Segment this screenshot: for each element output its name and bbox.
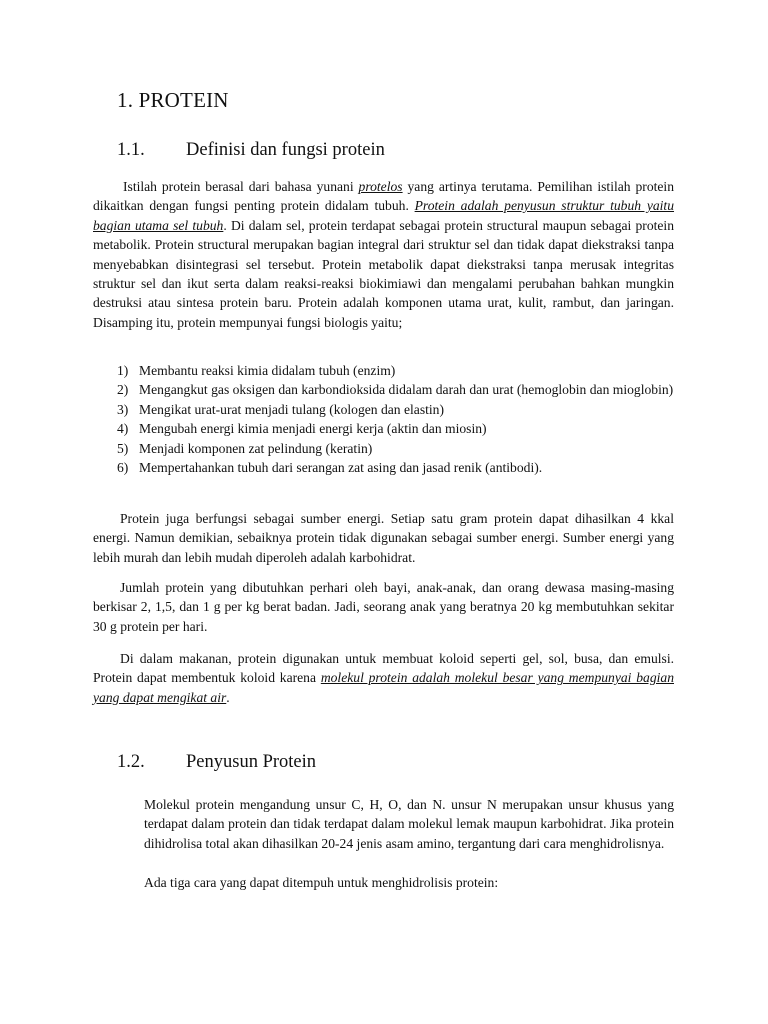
section-heading-1-1 — [117, 140, 385, 161]
list-number: 1) — [117, 363, 129, 378]
section-number: 1.2. — [117, 752, 145, 772]
section-heading-1-2 — [117, 752, 316, 773]
list-text: Mempertahankan tubuh dari serangan zat asing dan jasad renik (antibodi). — [139, 460, 543, 476]
list-item — [93, 380, 674, 399]
list-item — [93, 419, 674, 438]
section-number: 1.1. — [117, 140, 145, 160]
list-number: 3) — [117, 401, 129, 417]
protein-need-paragraph: Jumlah protein yang dibutuhkan perhari oleh bayi, anak-anak, dan orang dewasa masing-masing berkisar 2, 1,5, dan 1 g per kg berat badan. Jadi, seorang anak yang beratnya 20 kg membutuhkan sekitar 30 g protein per hari. — [93, 580, 674, 634]
function-list — [93, 361, 674, 477]
list-text: Menjadi komponen zat pelindung (keratin) — [139, 440, 373, 456]
food-colloid-paragraph — [93, 649, 674, 707]
food-underlined-text: molekul protein adalah molekul besar yang mempunyai bagian yang dapat mengikat air — [93, 670, 674, 705]
list-text: Mengubah energi kimia menjadi energi kerja (aktin dan miosin) — [139, 421, 487, 437]
intro-paragraph — [93, 177, 674, 332]
intro-definition: Protein adalah penyusun struktur tubuh yaitu bagian utama sel tubuh — [93, 198, 675, 233]
list-number: 6) — [117, 460, 129, 476]
food-text-c: . — [226, 689, 230, 705]
list-text: Membantu reaksi kimia didalam tubuh (enzim) — [139, 363, 396, 378]
list-item — [93, 439, 674, 458]
intro-text-a: Istilah protein berasal dari bahasa yunani — [123, 179, 359, 194]
list-number: 2) — [117, 382, 129, 398]
intro-text-b: yang artinya terutama. Pemilihan istilah protein dikaitkan dengan fungsi penting protein didalam tubuh. — [93, 179, 674, 214]
list-item — [93, 458, 674, 477]
list-text: Mengangkut gas oksigen dan karbondioksida didalam darah dan urat (hemoglobin dan mioglobin) — [139, 382, 674, 398]
intro-text-c: . Di dalam sel, protein terdapat sebagai protein structural maupun sebagai protein metabolik. Protein structural merupakan bagian integral dari struktur sel dan tidak dapat diekstraksi tanpa menyebabkan disintegrasi sel tersebut. Protein metabolik dapat diekstraksi tanpa merusak integritas struktur sel dan ikut serta dalam reaksi-reaksi biokimiawi dan mengalami perubahan bahkan mungkin destruksi atau sintesa protein baru. Protein adalah komponen utama urat, kulit, rambut, dan jaringan. Disamping itu, protein mempunyai fungsi biologis yaitu; — [93, 217, 674, 330]
section-title: Definisi dan fungsi protein — [186, 140, 385, 160]
page-title: 1. PROTEIN — [117, 88, 229, 112]
hydrolysis-intro: Ada tiga cara yang dapat ditempuh untuk menghidrolisis protein: — [144, 875, 499, 890]
list-number: 5) — [117, 440, 129, 456]
list-number: 4) — [117, 421, 129, 437]
intro-term: protelos — [358, 179, 403, 194]
section-title: Penyusun Protein — [186, 752, 317, 772]
list-item — [93, 400, 674, 419]
food-text-a: Di dalam makanan, protein digunakan untuk membuat koloid seperti gel, sol, busa, dan emulsi. Protein dapat membentuk koloid karena — [93, 651, 674, 686]
energy-paragraph: Protein juga berfungsi sebagai sumber energi. Setiap satu gram protein dapat dihasilkan 4 kkal energi. Namun demikian, sebaiknya protein tidak digunakan sebagai sumber energi. Sumber energi yang lebih murah dan lebih mudah diperoleh adalah karbohidrat. — [93, 511, 674, 565]
composition-paragraph: Molekul protein mengandung unsur C, H, O, dan N. unsur N merupakan unsur khusus yang terdapat dalam protein dan tidak terdapat dalam molekul lemak maupun karbohidrat. Jika protein dihidrolisa total akan dihasilkan 20-24 jenis asam amino, tergantung dari cara menghidrolisnya. — [144, 797, 674, 851]
list-item — [93, 361, 674, 380]
list-text: Mengikat urat-urat menjadi tulang (kologen dan elastin) — [139, 401, 445, 417]
